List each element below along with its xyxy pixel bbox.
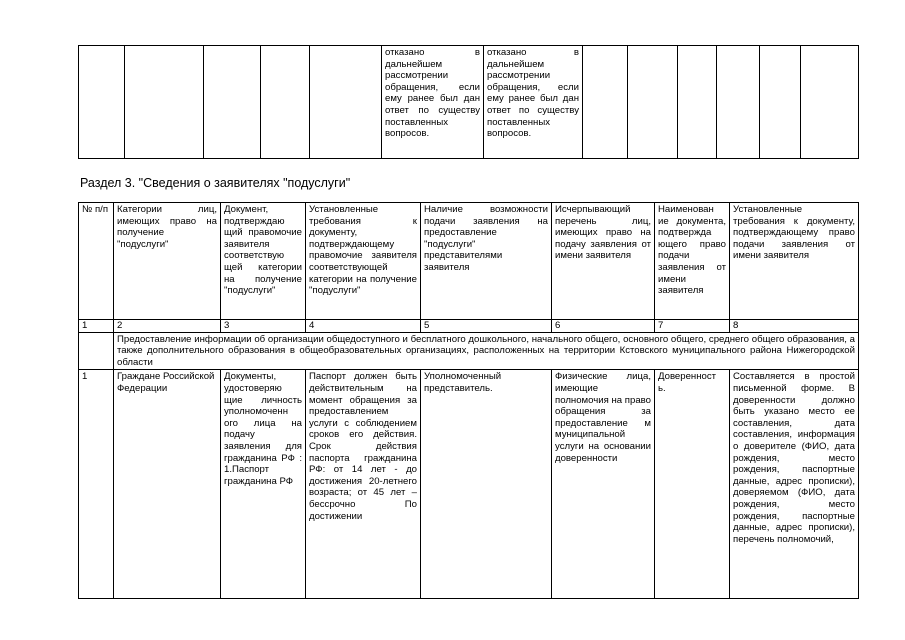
column-number: 7 — [655, 320, 730, 333]
row-representatives: Уполномоченный представитель. — [421, 370, 552, 599]
header-doc-requirements: Установленные требования к документу, подтверждающему право подачи заявления от имени заявителя — [730, 203, 859, 320]
top-cell-refusal-1: отказано в дальнейшем рассмотрении обращения, если ему ранее был дан ответ по существу поставленных вопросов. — [382, 46, 484, 159]
top-cell-3 — [204, 46, 261, 159]
top-cell-4 — [261, 46, 310, 159]
column-number: 2 — [114, 320, 221, 333]
row-num: 1 — [79, 370, 114, 599]
header-document: Документ, подтверждаю щий правомочие заявителя соответствую щей категории на получение "подуслуги" — [221, 203, 306, 320]
row-doc-requirements: Составляется в простой письменной форме. В доверенности должно быть указано место ее составления, дата составления, информация о доверителе (ФИО, дата рождения, место рождения, паспортные данные, адрес прописки), доверяемом (ФИО, дата рождения, место рождения, паспортные данные, адрес прописки), перечень полномочий, — [730, 370, 859, 599]
previous-section-table — [78, 45, 859, 159]
service-subtitle: Предоставление информации об организации общедоступного и бесплатного дошкольного, начального общего, основного общего, среднего общего образования, а также дополнительного образования в общеобразовательных организациях, расположенных на территории Кстовского муниципального района Нижегородской области — [114, 332, 859, 370]
top-cell-12 — [760, 46, 801, 159]
top-cell-13 — [801, 46, 859, 159]
column-number: 8 — [730, 320, 859, 333]
subtitle-empty-cell — [79, 332, 114, 370]
row-document: Документы, удостоверяю щие личность уполномоченн ого лица на подачу заявления для гражданина РФ : 1.Паспорт гражданина РФ — [221, 370, 306, 599]
header-representatives: Наличие возможности подачи заявления на предоставление "подуслуги" представителями заявителя — [421, 203, 552, 320]
top-cell-10 — [678, 46, 717, 159]
column-number-row — [79, 320, 859, 333]
section-title: Раздел 3. "Сведения о заявителях "подуслуги" — [80, 176, 351, 190]
column-number: 6 — [552, 320, 655, 333]
header-num: № п/п — [79, 203, 114, 320]
column-number: 5 — [421, 320, 552, 333]
header-row — [79, 203, 859, 320]
top-cell-1 — [79, 46, 125, 159]
header-doc-name: Наименован ие документа, подтвержда ющего право подачи заявления от имени заявителя — [655, 203, 730, 320]
applicants-table — [78, 202, 859, 599]
column-number: 3 — [221, 320, 306, 333]
header-category: Категории лиц, имеющих право на получение "подуслуги" — [114, 203, 221, 320]
row-doc-name: Доверенност ь. — [655, 370, 730, 599]
top-cell-5 — [310, 46, 382, 159]
row-requirements: Паспорт должен быть действительным на момент обращения за предоставлением услуги с соблюдением сроков его действия. Срок действия паспорта гражданина РФ: от 14 лет - до достижения 20-летнего возраста; от 45 лет – бессрочно По достижении — [306, 370, 421, 599]
top-cell-2 — [125, 46, 204, 159]
service-subtitle-row — [79, 332, 859, 370]
row-category: Граждане Российской Федерации — [114, 370, 221, 599]
top-cell-9 — [628, 46, 678, 159]
row-persons: Физические лица, имеющие полномочия на право обращения за предоставление м муниципальной услуги на основании доверенности — [552, 370, 655, 599]
header-requirements: Установленные требования к документу, подтверждающему правомочие заявителя соответствующей категории на получение "подуслуги" — [306, 203, 421, 320]
top-cell-8 — [583, 46, 628, 159]
table-row — [79, 370, 859, 599]
top-cell-refusal-2: отказано в дальнейшем рассмотрении обращения, если ему ранее был дан ответ по существу поставленных вопросов. — [484, 46, 583, 159]
column-number: 4 — [306, 320, 421, 333]
header-persons: Исчерпывающий перечень лиц, имеющих право на подачу заявления от имени заявителя — [552, 203, 655, 320]
top-cell-11 — [717, 46, 760, 159]
column-number: 1 — [79, 320, 114, 333]
